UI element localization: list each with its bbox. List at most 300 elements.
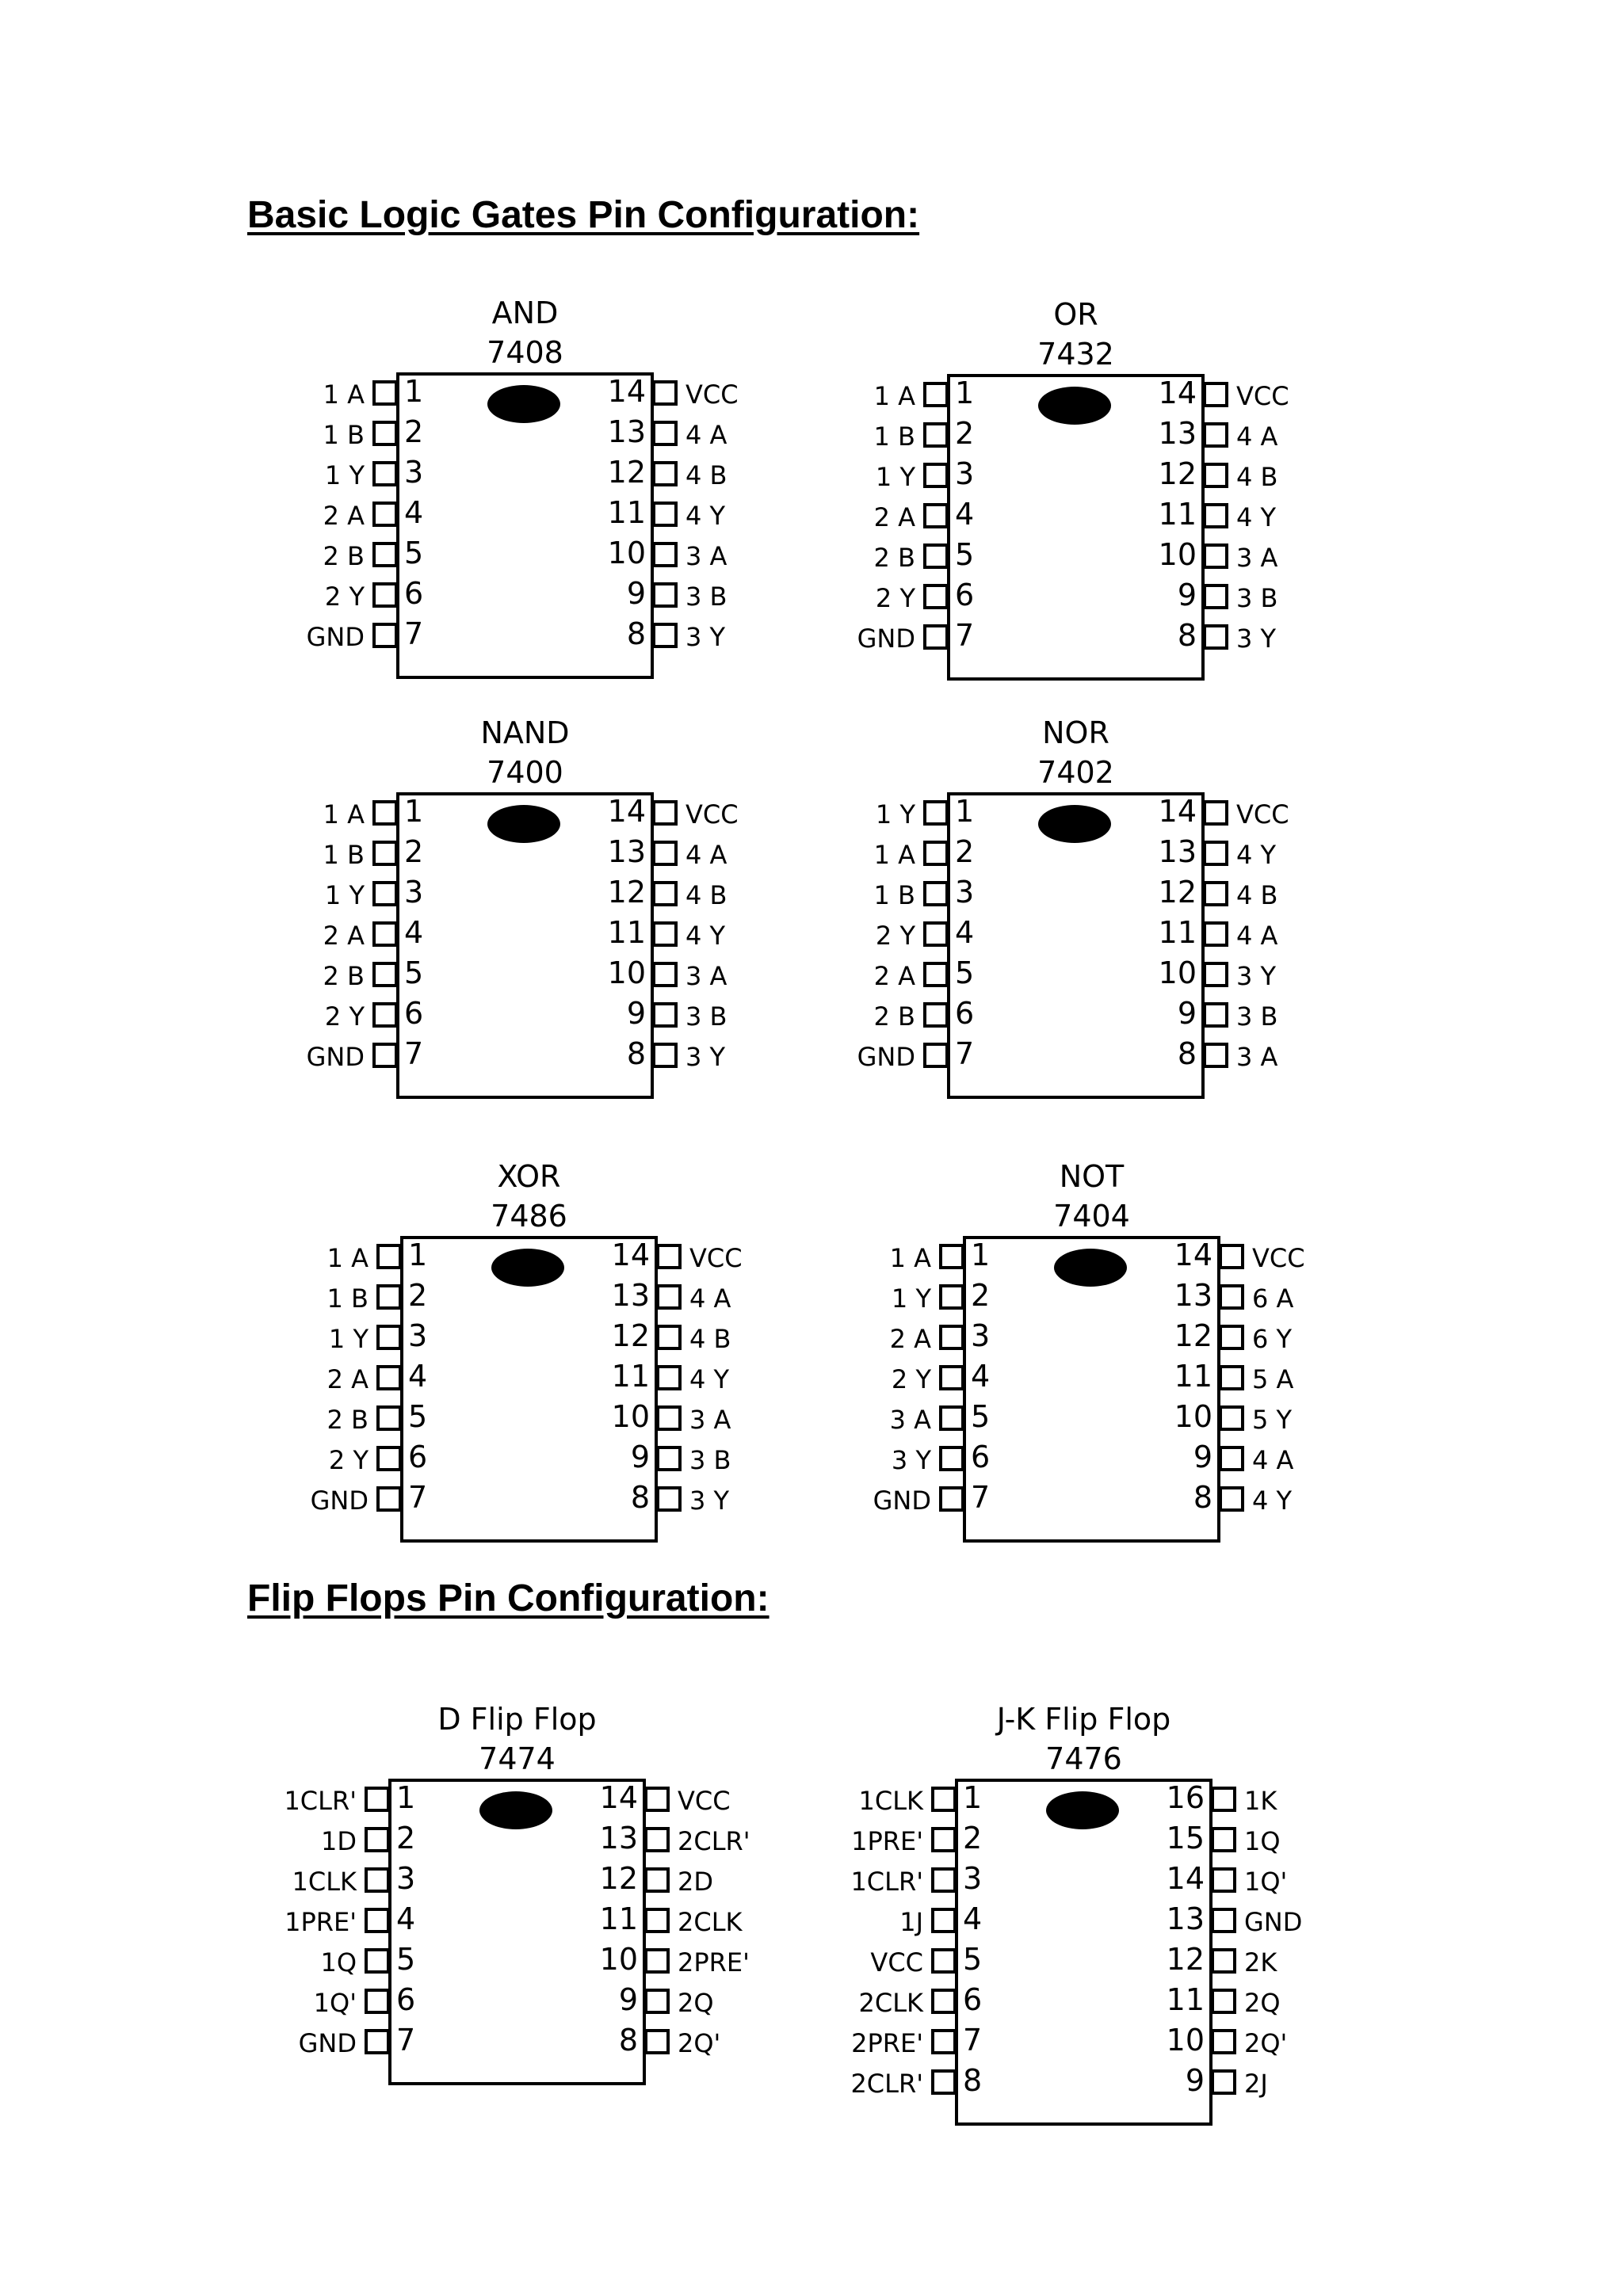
pin-number: 1 xyxy=(404,374,424,409)
pin-2 xyxy=(376,1284,402,1310)
pin-label: 2 B xyxy=(323,541,365,571)
pin-2 xyxy=(365,1827,390,1852)
pin-number: 6 xyxy=(404,576,424,611)
orientation-notch xyxy=(487,385,560,423)
pin-2 xyxy=(372,841,398,866)
pin-11 xyxy=(652,921,678,947)
chip-xor xyxy=(273,1157,785,1550)
pin-number: 13 xyxy=(1166,1901,1205,1936)
pin-label: 2CLK xyxy=(678,1907,743,1937)
pin-5 xyxy=(372,542,398,567)
chip-title: NOT xyxy=(1059,1159,1125,1194)
chip-title: NAND xyxy=(480,715,570,750)
orientation-notch xyxy=(1054,1249,1127,1287)
chip-not xyxy=(836,1157,1347,1550)
pin-number: 3 xyxy=(963,1861,983,1896)
pin-label: 1CLK xyxy=(292,1867,357,1897)
pin-number: 4 xyxy=(971,1359,991,1394)
pin-4 xyxy=(365,1908,390,1933)
pin-10 xyxy=(652,542,678,567)
pin-13 xyxy=(652,841,678,866)
pin-label: GND xyxy=(298,2028,357,2058)
pin-4 xyxy=(372,502,398,527)
pin-number: 13 xyxy=(611,1278,650,1313)
pin-number: 10 xyxy=(1158,537,1197,572)
pin-number: 14 xyxy=(607,374,646,409)
pin-label: 2 Y xyxy=(324,582,365,612)
chip-part-number: 7476 xyxy=(1045,1741,1122,1776)
pin-label: 4 B xyxy=(1236,880,1278,910)
pin-number: 1 xyxy=(396,1780,416,1815)
pin-label: 2 A xyxy=(323,921,365,951)
pin-label: 2Q xyxy=(678,1988,714,2018)
pin-number: 6 xyxy=(955,578,975,612)
pin-number: 8 xyxy=(1177,1036,1197,1071)
pin-number: 11 xyxy=(599,1901,638,1936)
pin-11 xyxy=(1203,503,1228,528)
pin-number: 8 xyxy=(618,2023,638,2058)
pin-label: 2PRE' xyxy=(678,1947,750,1978)
chip-title: J-K Flip Flop xyxy=(996,1702,1171,1737)
pin-7 xyxy=(372,623,398,648)
pin-label: 1Q' xyxy=(1244,1867,1288,1897)
pin-number: 9 xyxy=(626,576,646,611)
pin-number: 4 xyxy=(408,1359,428,1394)
pin-number: 13 xyxy=(1158,416,1197,451)
pin-number: 8 xyxy=(626,1036,646,1071)
pin-10 xyxy=(652,962,678,987)
pin-10 xyxy=(1203,962,1228,987)
pin-label: 1 Y xyxy=(875,799,915,830)
pin-12 xyxy=(656,1325,682,1350)
pin-3 xyxy=(372,881,398,906)
pin-label: GND xyxy=(857,624,915,654)
pin-11 xyxy=(1211,1989,1236,2014)
pin-number: 13 xyxy=(607,834,646,869)
chip-part-number: 7432 xyxy=(1037,337,1114,372)
pin-number: 5 xyxy=(963,1942,983,1977)
pin-number: 8 xyxy=(1193,1480,1212,1515)
pin-label: 3 A xyxy=(889,1405,931,1435)
pin-7 xyxy=(923,1043,949,1068)
pin-label: 2 B xyxy=(873,1001,915,1032)
pin-10 xyxy=(656,1405,682,1431)
pin-6 xyxy=(923,584,949,609)
pin-label: 1 B xyxy=(873,421,915,452)
pin-13 xyxy=(1211,1908,1236,1933)
pin-label: 3 B xyxy=(689,1445,731,1475)
pin-label: 1 Y xyxy=(324,460,365,490)
pin-label: 4 A xyxy=(1252,1445,1294,1475)
pin-number: 3 xyxy=(955,456,975,491)
pin-number: 10 xyxy=(599,1942,638,1977)
pin-number: 5 xyxy=(955,537,975,572)
pin-11 xyxy=(1219,1365,1244,1390)
pin-4 xyxy=(931,1908,957,1933)
pin-5 xyxy=(372,962,398,987)
pin-label: 1CLK xyxy=(858,1786,923,1816)
pin-number: 2 xyxy=(396,1821,416,1855)
pin-9 xyxy=(644,1989,670,2014)
pin-13 xyxy=(1203,422,1228,448)
pin-number: 5 xyxy=(955,955,975,990)
pin-label: 4 B xyxy=(1236,462,1278,492)
pin-6 xyxy=(365,1989,390,2014)
pin-3 xyxy=(376,1325,402,1350)
pin-label: 1 A xyxy=(323,379,365,410)
pin-label: 1 Y xyxy=(875,462,915,492)
pin-label: GND xyxy=(310,1486,369,1516)
pin-number: 5 xyxy=(971,1399,991,1434)
pin-number: 14 xyxy=(607,794,646,829)
pin-label: 3 B xyxy=(685,582,727,612)
pin-label: 2J xyxy=(1244,2069,1268,2099)
pin-12 xyxy=(1203,881,1228,906)
pin-number: 14 xyxy=(1158,794,1197,829)
chip-nor xyxy=(820,713,1331,1107)
pin-label: 1 Y xyxy=(324,880,365,910)
pin-number: 3 xyxy=(396,1861,416,1896)
pin-number: 1 xyxy=(955,794,975,829)
pin-9 xyxy=(1211,2069,1236,2095)
pin-number: 14 xyxy=(1166,1861,1205,1896)
pin-number: 10 xyxy=(607,536,646,570)
pin-6 xyxy=(931,1989,957,2014)
pin-label: 4 A xyxy=(1236,421,1278,452)
pin-label: 1 B xyxy=(323,420,365,450)
chip-title: NOR xyxy=(1042,715,1109,750)
pin-number: 9 xyxy=(626,996,646,1031)
pin-label: 2 Y xyxy=(891,1364,931,1394)
pin-1 xyxy=(365,1787,390,1812)
pin-label: GND xyxy=(1244,1907,1303,1937)
pin-label: 3 A xyxy=(685,961,727,991)
pin-number: 13 xyxy=(607,414,646,449)
pin-number: 14 xyxy=(1158,376,1197,410)
pin-7 xyxy=(376,1486,402,1512)
pin-label: 2 A xyxy=(873,502,915,532)
pin-number: 7 xyxy=(955,618,975,653)
pin-2 xyxy=(923,422,949,448)
pin-label: 4 Y xyxy=(1236,840,1277,870)
pin-number: 14 xyxy=(1174,1238,1212,1272)
pin-number: 10 xyxy=(1158,955,1197,990)
pin-label: 1PRE' xyxy=(285,1907,357,1937)
chip-title: AND xyxy=(491,296,559,330)
section-heading-flip-flops: Flip Flops Pin Configuration: xyxy=(247,1577,769,1619)
pin-label: 2 A xyxy=(873,961,915,991)
pin-label: 2 B xyxy=(873,543,915,573)
pin-label: 1 A xyxy=(873,840,915,870)
pin-label: 3 B xyxy=(685,1001,727,1032)
pin-label: 3 Y xyxy=(891,1445,931,1475)
pin-11 xyxy=(656,1365,682,1390)
pin-8 xyxy=(652,623,678,648)
pin-number: 5 xyxy=(404,536,424,570)
pin-label: GND xyxy=(306,1042,365,1072)
pin-16 xyxy=(1211,1787,1236,1812)
pin-label: GND xyxy=(306,622,365,652)
pin-number: 4 xyxy=(955,497,975,532)
pin-label: 1CLR' xyxy=(284,1786,357,1816)
pin-6 xyxy=(939,1446,964,1471)
pin-number: 11 xyxy=(611,1359,650,1394)
pin-label: 1 A xyxy=(323,799,365,830)
chip-part-number: 7408 xyxy=(487,335,563,370)
pin-label: 2 Y xyxy=(875,921,915,951)
pin-number: 7 xyxy=(408,1480,428,1515)
pin-label: 2Q' xyxy=(1244,2028,1288,2058)
pin-number: 16 xyxy=(1166,1780,1205,1815)
pin-label: GND xyxy=(873,1486,931,1516)
pin-number: 15 xyxy=(1166,1821,1205,1855)
chip-part-number: 7402 xyxy=(1037,755,1114,790)
pin-label: 3 Y xyxy=(689,1486,730,1516)
pin-label: 1J xyxy=(899,1907,923,1937)
pin-9 xyxy=(1203,1002,1228,1028)
pin-8 xyxy=(1203,624,1228,650)
pin-number: 4 xyxy=(404,495,424,530)
pin-number: 14 xyxy=(599,1780,638,1815)
pin-label: VCC xyxy=(870,1947,923,1978)
pin-number: 4 xyxy=(396,1901,416,1936)
orientation-notch xyxy=(491,1249,564,1287)
pin-label: 5 A xyxy=(1252,1364,1294,1394)
pin-number: 9 xyxy=(1177,996,1197,1031)
pin-number: 7 xyxy=(963,2023,983,2058)
pin-number: 10 xyxy=(1174,1399,1212,1434)
pin-label: 1 B xyxy=(873,880,915,910)
pin-number: 13 xyxy=(1174,1278,1212,1313)
pin-9 xyxy=(1203,584,1228,609)
pin-label: 4 Y xyxy=(685,501,726,531)
pin-3 xyxy=(931,1867,957,1893)
pin-4 xyxy=(372,921,398,947)
pin-label: 6 A xyxy=(1252,1283,1294,1314)
pin-number: 1 xyxy=(404,794,424,829)
pin-4 xyxy=(923,503,949,528)
chip-jkff xyxy=(828,1699,1339,2134)
pin-12 xyxy=(652,881,678,906)
pin-1 xyxy=(923,800,949,826)
pin-label: 4 A xyxy=(689,1283,731,1314)
pin-number: 2 xyxy=(408,1278,428,1313)
pin-number: 2 xyxy=(971,1278,991,1313)
pin-label: VCC xyxy=(1252,1243,1305,1273)
pin-number: 1 xyxy=(971,1238,991,1272)
orientation-notch xyxy=(1046,1791,1119,1829)
pin-15 xyxy=(1211,1827,1236,1852)
pin-number: 11 xyxy=(607,915,646,950)
pin-label: 5 Y xyxy=(1252,1405,1293,1435)
pin-6 xyxy=(923,1002,949,1028)
pin-label: 3 B xyxy=(1236,1001,1278,1032)
pin-label: 6 Y xyxy=(1252,1324,1293,1354)
pin-12 xyxy=(644,1867,670,1893)
pin-14 xyxy=(1203,800,1228,826)
pin-label: 2 A xyxy=(323,501,365,531)
pin-number: 12 xyxy=(1158,875,1197,910)
pin-number: 7 xyxy=(404,616,424,651)
pin-7 xyxy=(923,624,949,650)
pin-label: 3 Y xyxy=(1236,961,1277,991)
pin-14 xyxy=(1219,1244,1244,1269)
pin-label: 2 B xyxy=(323,961,365,991)
pin-6 xyxy=(376,1446,402,1471)
pin-number: 2 xyxy=(963,1821,983,1855)
pin-label: 1Q xyxy=(320,1947,357,1978)
pin-label: VCC xyxy=(689,1243,743,1273)
pin-label: 3 A xyxy=(685,541,727,571)
chip-part-number: 7404 xyxy=(1053,1199,1130,1234)
pin-8 xyxy=(1219,1486,1244,1512)
pin-1 xyxy=(372,380,398,406)
pin-9 xyxy=(652,582,678,608)
pin-13 xyxy=(1219,1284,1244,1310)
pin-11 xyxy=(644,1908,670,1933)
pin-6 xyxy=(372,582,398,608)
pin-2 xyxy=(939,1284,964,1310)
pin-label: 1D xyxy=(321,1826,357,1856)
pin-label: 4 A xyxy=(1236,921,1278,951)
pin-label: 4 A xyxy=(685,420,727,450)
pin-label: 1PRE' xyxy=(851,1826,923,1856)
pin-8 xyxy=(1203,1043,1228,1068)
pin-2 xyxy=(931,1827,957,1852)
pin-label: GND xyxy=(857,1042,915,1072)
chip-dff xyxy=(262,1699,773,2093)
pin-11 xyxy=(652,502,678,527)
pin-number: 12 xyxy=(607,455,646,490)
chip-title: OR xyxy=(1053,297,1098,332)
pin-label: 2CLK xyxy=(858,1988,923,2018)
pin-10 xyxy=(1211,2029,1236,2054)
pin-number: 10 xyxy=(1166,2023,1205,2058)
orientation-notch xyxy=(1038,387,1111,425)
pin-number: 6 xyxy=(963,1982,983,2017)
pin-7 xyxy=(365,2029,390,2054)
pin-number: 6 xyxy=(396,1982,416,2017)
pin-label: 1 B xyxy=(323,840,365,870)
pin-number: 3 xyxy=(971,1318,991,1353)
pin-number: 10 xyxy=(607,955,646,990)
pin-number: 6 xyxy=(408,1440,428,1474)
pin-number: 9 xyxy=(1193,1440,1212,1474)
orientation-notch xyxy=(479,1791,552,1829)
pin-label: 4 Y xyxy=(1236,502,1277,532)
pin-5 xyxy=(365,1948,390,1974)
pin-number: 5 xyxy=(396,1942,416,1977)
pin-5 xyxy=(376,1405,402,1431)
pin-2 xyxy=(372,421,398,446)
pin-number: 11 xyxy=(1174,1359,1212,1394)
chip-part-number: 7474 xyxy=(479,1741,556,1776)
pin-label: VCC xyxy=(1236,381,1289,411)
pin-1 xyxy=(939,1244,964,1269)
pin-number: 9 xyxy=(630,1440,650,1474)
pin-label: 1 Y xyxy=(328,1324,369,1354)
pin-number: 12 xyxy=(1174,1318,1212,1353)
pin-5 xyxy=(939,1405,964,1431)
pin-label: 1CLR' xyxy=(850,1867,923,1897)
pin-12 xyxy=(1219,1325,1244,1350)
pin-14 xyxy=(652,380,678,406)
pin-1 xyxy=(372,800,398,826)
pin-number: 14 xyxy=(611,1238,650,1272)
pin-14 xyxy=(1203,382,1228,407)
chip-and xyxy=(269,293,781,687)
pin-label: 4 B xyxy=(685,460,727,490)
pin-number: 12 xyxy=(1166,1942,1205,1977)
pin-4 xyxy=(923,921,949,947)
pin-number: 2 xyxy=(404,414,424,449)
pin-label: 2K xyxy=(1244,1947,1277,1978)
pin-label: 1K xyxy=(1244,1786,1277,1816)
pin-number: 9 xyxy=(618,1982,638,2017)
pin-label: 1Q' xyxy=(313,1988,357,2018)
pin-label: 2Q xyxy=(1244,1988,1281,2018)
pin-label: 4 B xyxy=(685,880,727,910)
pin-1 xyxy=(931,1787,957,1812)
pin-label: 1 A xyxy=(873,381,915,411)
pin-number: 7 xyxy=(955,1036,975,1071)
pin-4 xyxy=(376,1365,402,1390)
pin-13 xyxy=(644,1827,670,1852)
pin-5 xyxy=(923,543,949,569)
pin-number: 3 xyxy=(404,455,424,490)
pin-13 xyxy=(1203,841,1228,866)
pin-number: 8 xyxy=(630,1480,650,1515)
pin-label: 2 A xyxy=(889,1324,931,1354)
pin-10 xyxy=(644,1948,670,1974)
pin-3 xyxy=(365,1867,390,1893)
chip-title: D Flip Flop xyxy=(437,1702,597,1737)
pin-number: 6 xyxy=(955,996,975,1031)
pin-11 xyxy=(1203,921,1228,947)
pin-label: 4 Y xyxy=(689,1364,730,1394)
pin-number: 2 xyxy=(955,416,975,451)
pin-12 xyxy=(1203,463,1228,488)
pin-7 xyxy=(372,1043,398,1068)
pin-number: 5 xyxy=(404,955,424,990)
orientation-notch xyxy=(487,805,560,843)
pin-label: 3 Y xyxy=(685,1042,726,1072)
pin-number: 9 xyxy=(1177,578,1197,612)
pin-2 xyxy=(923,841,949,866)
pin-number: 4 xyxy=(963,1901,983,1936)
pin-label: 3 Y xyxy=(1236,624,1277,654)
pin-label: 4 Y xyxy=(1252,1486,1293,1516)
pin-10 xyxy=(1203,543,1228,569)
pin-label: 3 A xyxy=(1236,543,1278,573)
pin-label: 2CLR' xyxy=(678,1826,750,1856)
pin-label: 3 Y xyxy=(685,622,726,652)
chip-part-number: 7486 xyxy=(491,1199,567,1234)
pin-label: 1 Y xyxy=(891,1283,931,1314)
pin-12 xyxy=(1211,1948,1236,1974)
pin-number: 6 xyxy=(404,996,424,1031)
pin-number: 11 xyxy=(1158,497,1197,532)
pin-label: 3 A xyxy=(689,1405,731,1435)
pin-3 xyxy=(923,881,949,906)
pin-label: 4 B xyxy=(689,1324,731,1354)
pin-label: 1 A xyxy=(889,1243,931,1273)
pin-3 xyxy=(923,463,949,488)
pin-number: 3 xyxy=(955,875,975,910)
pin-label: 1Q xyxy=(1244,1826,1281,1856)
pin-1 xyxy=(376,1244,402,1269)
pin-number: 7 xyxy=(971,1480,991,1515)
